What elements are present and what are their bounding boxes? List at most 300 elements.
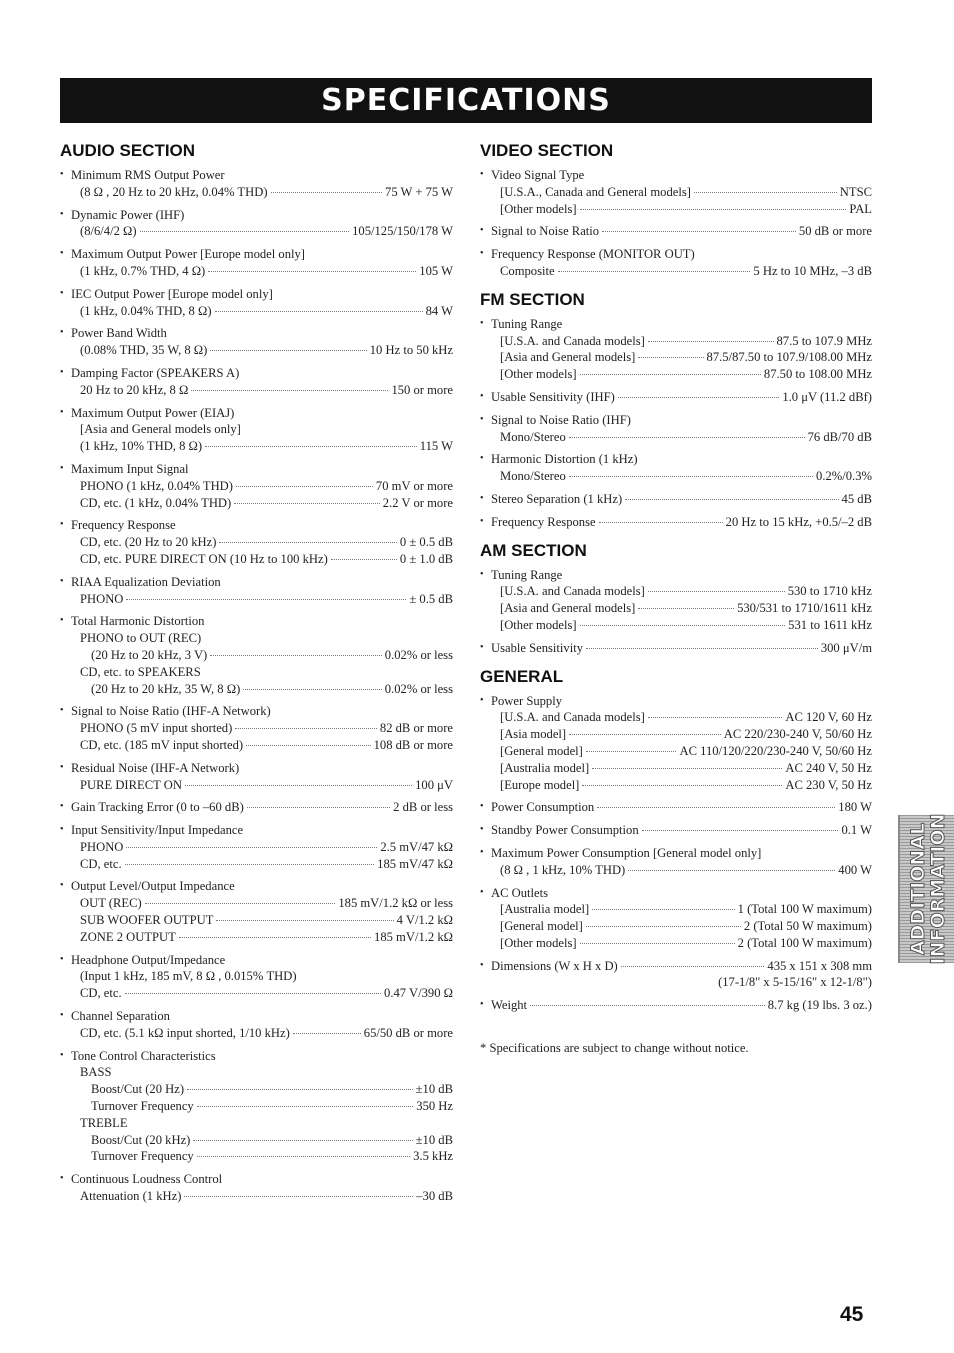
spec-label: PHONO (1 kHz, 0.04% THD) [80, 478, 233, 493]
spec-row [60, 303, 453, 320]
spec-item [480, 246, 872, 280]
dot-leader [580, 209, 847, 210]
dot-leader [210, 655, 382, 656]
spec-value: 2 (Total 50 W maximum) [743, 919, 872, 934]
spec-value: 300 μV/m [820, 640, 872, 655]
spec-row [60, 664, 453, 681]
dot-leader [185, 785, 412, 786]
spec-value: 531 to 1611 kHz [788, 617, 872, 632]
spec-label: [General model] [500, 919, 583, 934]
dot-leader [580, 943, 735, 944]
section-side-tab [898, 815, 954, 963]
dot-leader [638, 608, 734, 609]
spec-row [480, 184, 872, 201]
dot-leader [216, 920, 393, 921]
spec-value: 0.2%/0.3% [816, 469, 872, 484]
spec-value: AC 240 V, 50 Hz [785, 760, 872, 775]
spec-item-head [480, 389, 872, 406]
spec-item [60, 405, 453, 455]
dot-leader [569, 437, 805, 438]
dot-leader [625, 499, 838, 500]
spec-value: 2 (Total 100 W maximum) [737, 935, 872, 950]
dot-leader [582, 785, 782, 786]
dot-leader [140, 231, 350, 232]
dot-leader [179, 937, 371, 938]
spec-row [60, 1081, 453, 1098]
spec-item [60, 286, 453, 320]
dot-leader [184, 1196, 413, 1197]
spec-item-head: • Harmonic Distortion (1 kHz) [480, 451, 872, 468]
spec-item-head: • Maximum Power Consumption [General model only] [480, 845, 872, 862]
spec-row [480, 726, 872, 743]
spec-row [60, 647, 453, 664]
spec-row [480, 349, 872, 366]
spec-value: 435 x 151 x 308 mm [767, 958, 872, 973]
spec-value: 0 ± 1.0 dB [399, 551, 453, 566]
spec-value: –30 dB [416, 1189, 453, 1204]
spec-label: CD, etc. [80, 986, 122, 1001]
spec-row [60, 720, 453, 737]
spec-label: [Asia and General models] [500, 350, 636, 365]
spec-label: [U.S.A., Canada and General models] [500, 184, 691, 199]
spec-item [60, 246, 453, 280]
spec-section [480, 290, 872, 531]
dot-leader [597, 807, 835, 808]
spec-item-head [60, 799, 453, 816]
spec-row [60, 929, 453, 946]
spec-label: Mono/Stereo [500, 469, 566, 484]
spec-value: 1 (Total 100 W maximum) [737, 902, 872, 917]
spec-item [480, 491, 872, 508]
spec-label: CD, etc. (5.1 kΩ input shorted, 1/10 kHz) [80, 1025, 290, 1040]
spec-row [480, 709, 872, 726]
spec-row [60, 534, 453, 551]
spec-row [60, 1064, 453, 1081]
spec-value: 185 mV/47 kΩ [377, 856, 453, 871]
spec-value: ± 0.5 dB [409, 591, 453, 606]
spec-value: 2.2 V or more [382, 495, 453, 510]
spec-label: PHONO (5 mV input shorted) [80, 721, 233, 736]
section-title: AM SECTION [480, 540, 587, 560]
spec-label: CD, etc. (185 mV input shorted) [80, 737, 244, 752]
page-number: 45 [840, 1303, 864, 1326]
spec-item-head: • Minimum RMS Output Power [60, 167, 453, 184]
spec-row [480, 201, 872, 218]
spec-row [60, 681, 453, 698]
section-title: AUDIO SECTION [60, 141, 196, 160]
spec-label: CD, etc. [80, 856, 122, 871]
spec-item-head: • Signal to Noise Ratio (IHF) [480, 412, 872, 429]
spec-label: [Asia and General models] [500, 601, 636, 616]
spec-label: (8/6/4/2 Ω) [80, 224, 137, 239]
spec-item [60, 760, 453, 794]
dot-leader [558, 271, 751, 272]
spec-item [480, 567, 872, 634]
page-title: SPECIFICATIONS [321, 83, 611, 118]
dot-leader [592, 909, 734, 910]
spec-item [60, 703, 453, 753]
dot-leader [648, 591, 785, 592]
spec-value: 10 Hz to 50 kHz [369, 343, 453, 358]
spec-label: [Asia and General models only] [80, 422, 241, 437]
spec-label: [U.S.A. and Canada models] [500, 584, 645, 599]
spec-item [480, 389, 872, 406]
spec-item-head: • Tone Control Characteristics [60, 1048, 453, 1065]
spec-value: 105/125/150/178 W [352, 224, 453, 239]
spec-label: ZONE 2 OUTPUT [80, 929, 176, 944]
section-title: FM SECTION [480, 289, 585, 309]
spec-item [60, 878, 453, 945]
spec-value: AC 110/120/220/230-240 V, 50/60 Hz [679, 743, 872, 758]
spec-label: • Signal to Noise Ratio [491, 224, 600, 239]
dot-leader [592, 768, 782, 769]
dot-leader [197, 1106, 414, 1107]
spec-value: AC 230 V, 50 Hz [785, 777, 872, 792]
spec-item [480, 640, 872, 657]
spec-label: [Australia model] [500, 902, 590, 917]
spec-row [480, 743, 872, 760]
spec-row [480, 760, 872, 777]
spec-label: Turnover Frequency [91, 1099, 194, 1114]
dot-leader [205, 446, 417, 447]
dot-leader [125, 864, 375, 865]
dot-leader [219, 542, 397, 543]
dot-leader [125, 993, 381, 994]
spec-value: AC 120 V, 60 Hz [785, 710, 872, 725]
spec-row [60, 985, 453, 1002]
spec-value: 82 dB or more [379, 721, 453, 736]
spec-value: 76 dB/70 dB [807, 429, 872, 444]
spec-row [60, 263, 453, 280]
dot-leader [210, 350, 366, 351]
spec-value: 185 mV/1.2 kΩ or less [338, 896, 453, 911]
footnote: * Specifications are subject to change without notice. [480, 1041, 749, 1056]
spec-row [480, 918, 872, 935]
spec-value: 180 W [838, 800, 872, 815]
spec-item-head: • Total Harmonic Distortion [60, 613, 453, 630]
dot-leader [642, 830, 839, 831]
spec-row [60, 1188, 453, 1205]
spec-item [60, 167, 453, 201]
spec-item [60, 1008, 453, 1042]
section-title: GENERAL [480, 666, 564, 686]
dot-leader [235, 728, 377, 729]
dot-leader [145, 903, 336, 904]
page-title-banner [60, 78, 872, 123]
spec-label: CD, etc. (20 Hz to 20 kHz) [80, 535, 217, 550]
dot-leader [126, 599, 406, 600]
spec-row [60, 1098, 453, 1115]
spec-value: 530/531 to 1710/1611 kHz [737, 601, 872, 616]
spec-label: CD, etc. (1 kHz, 0.04% THD) [80, 495, 232, 510]
spec-item [60, 1171, 453, 1205]
spec-value: AC 220/230-240 V, 50/60 Hz [723, 727, 872, 742]
dot-leader [638, 357, 703, 358]
spec-value: 50 dB or more [798, 224, 872, 239]
spec-label: Turnover Frequency [91, 1149, 194, 1164]
spec-row [480, 429, 872, 446]
spec-item [480, 885, 872, 952]
spec-item-head [480, 799, 872, 816]
spec-value: 2.5 mV/47 kΩ [380, 839, 453, 854]
spec-label: PHONO [80, 591, 124, 606]
dot-leader [586, 926, 741, 927]
spec-label: [Other models] [500, 367, 577, 382]
spec-value: 400 W [838, 862, 872, 877]
spec-row [60, 856, 453, 873]
spec-row [480, 366, 872, 383]
spec-item-head: • IEC Output Power [Europe model only] [60, 286, 453, 303]
spec-label: (8 Ω , 1 kHz, 10% THD) [500, 862, 626, 877]
spec-item [480, 822, 872, 839]
spec-item [480, 167, 872, 217]
dot-leader [569, 476, 813, 477]
dot-leader [247, 807, 390, 808]
spec-label: [General model] [500, 743, 583, 758]
spec-row [480, 901, 872, 918]
dot-leader [234, 503, 380, 504]
spec-row [60, 551, 453, 568]
spec-label: BASS [80, 1065, 112, 1080]
dot-leader [197, 1156, 410, 1157]
spec-row [480, 333, 872, 350]
spec-item [60, 613, 453, 697]
spec-label: CD, etc. PURE DIRECT ON (10 Hz to 100 kHz) [80, 551, 328, 566]
spec-value: 350 Hz [416, 1099, 453, 1114]
spec-row [480, 263, 872, 280]
spec-item-head: • Tuning Range [480, 567, 872, 584]
spec-value: 70 mV or more [375, 478, 453, 493]
dot-leader [621, 966, 765, 967]
spec-section [480, 541, 872, 657]
dot-leader [271, 192, 383, 193]
spec-label: (Input 1 kHz, 185 mV, 8 Ω , 0.015% THD) [80, 969, 297, 984]
spec-row [60, 342, 453, 359]
spec-item [60, 325, 453, 359]
spec-label: • Power Consumption [491, 800, 595, 815]
spec-item-head [480, 514, 872, 531]
spec-value: 100 μV [415, 777, 453, 792]
spec-row [480, 777, 872, 794]
spec-item [480, 693, 872, 794]
spec-item-head: • Dynamic Power (IHF) [60, 207, 453, 224]
spec-value: 2 dB or less [393, 800, 453, 815]
spec-item-head [480, 640, 872, 657]
spec-value: 5 Hz to 10 MHz, –3 dB [753, 263, 872, 278]
spec-label: [Asia model] [500, 727, 567, 742]
spec-label: (8 Ω , 20 Hz to 20 kHz, 0.04% THD) [80, 184, 268, 199]
spec-item [480, 223, 872, 240]
spec-item-head: • Damping Factor (SPEAKERS A) [60, 365, 453, 382]
spec-item [60, 365, 453, 399]
dot-leader [580, 625, 786, 626]
spec-item-head [480, 223, 872, 240]
spec-value: 75 W + 75 W [385, 184, 453, 199]
spec-label: [Other models] [500, 617, 577, 632]
spec-value: 150 or more [391, 382, 453, 397]
spec-item-head: • Input Sensitivity/Input Impedance [60, 822, 453, 839]
spec-row [60, 382, 453, 399]
spec-value: 530 to 1710 kHz [787, 584, 872, 599]
spec-label: TREBLE [80, 1115, 128, 1130]
spec-label: (1 kHz, 0.04% THD, 8 Ω) [80, 303, 212, 318]
spec-label: (1 kHz, 0.7% THD, 4 Ω) [80, 263, 206, 278]
spec-value: 65/50 dB or more [363, 1025, 453, 1040]
spec-label: Mono/Stereo [500, 429, 566, 444]
spec-item [480, 845, 872, 879]
spec-value: 45 dB [841, 491, 872, 506]
dot-leader [191, 390, 388, 391]
spec-value: 0 ± 0.5 dB [399, 535, 453, 550]
spec-row [60, 912, 453, 929]
dot-leader [618, 397, 779, 398]
dot-leader [648, 341, 774, 342]
spec-item-head: • Output Level/Output Impedance [60, 878, 453, 895]
dot-leader [126, 847, 377, 848]
spec-item [60, 822, 453, 872]
spec-item-head: • Residual Noise (IHF-A Network) [60, 760, 453, 777]
spec-label: [Other models] [500, 935, 577, 950]
spec-value: 3.5 kHz [413, 1149, 453, 1164]
spec-item-head [480, 997, 872, 1014]
spec-label: • Frequency Response [491, 514, 596, 529]
spec-value: 84 W [425, 303, 453, 318]
spec-item [60, 461, 453, 511]
spec-label: Boost/Cut (20 Hz) [91, 1082, 185, 1097]
spec-item [60, 207, 453, 241]
spec-value: 1.0 μV (11.2 dBf) [782, 389, 872, 404]
spec-item-head: • AC Outlets [480, 885, 872, 902]
dot-leader [602, 231, 796, 232]
spec-item-head: • Tuning Range [480, 316, 872, 333]
spec-row [480, 600, 872, 617]
spec-label: 20 Hz to 20 kHz, 8 Ω [80, 382, 189, 397]
spec-row [60, 839, 453, 856]
spec-item [480, 997, 872, 1014]
spec-item-head [480, 491, 872, 508]
dot-leader [208, 271, 416, 272]
spec-value: 0.02% or less [384, 647, 453, 662]
spec-row [60, 223, 453, 240]
spec-row [60, 1148, 453, 1165]
spec-label: PURE DIRECT ON [80, 777, 182, 792]
spec-label: Boost/Cut (20 kHz) [91, 1132, 191, 1147]
spec-value: 0.1 W [841, 823, 872, 838]
spec-item [480, 451, 872, 485]
spec-row [60, 438, 453, 455]
spec-row [480, 468, 872, 485]
left-column [60, 141, 453, 1215]
dot-leader [293, 1033, 361, 1034]
spec-value: 115 W [419, 439, 453, 454]
spec-label: (20 Hz to 20 kHz, 3 V) [91, 647, 208, 662]
spec-item [60, 517, 453, 567]
dot-leader [215, 311, 423, 312]
dot-leader [694, 192, 837, 193]
spec-item-head [480, 958, 872, 975]
spec-item-head: • RIAA Equalization Deviation [60, 574, 453, 591]
spec-value: 20 Hz to 15 kHz, +0.5/–2 dB [725, 514, 872, 529]
spec-item [480, 316, 872, 383]
spec-row [60, 777, 453, 794]
spec-row [60, 421, 453, 438]
spec-item [60, 574, 453, 608]
spec-item-head: • Headphone Output/Impedance [60, 952, 453, 969]
spec-row [60, 495, 453, 512]
dot-leader [586, 648, 818, 649]
spec-label: [Australia model] [500, 760, 590, 775]
spec-label: • Usable Sensitivity (IHF) [491, 389, 615, 404]
spec-item-head: • Frequency Response (MONITOR OUT) [480, 246, 872, 263]
spec-item [60, 1048, 453, 1166]
spec-value: 87.5/87.50 to 107.9/108.00 MHz [706, 350, 872, 365]
dot-leader [187, 1089, 413, 1090]
spec-item-head: • Maximum Output Power (EIAJ) [60, 405, 453, 422]
spec-item-head: • Power Band Width [60, 325, 453, 342]
spec-label: PHONO [80, 839, 124, 854]
spec-row [60, 1115, 453, 1132]
spec-label: [U.S.A. and Canada models] [500, 333, 645, 348]
dot-leader [569, 734, 721, 735]
spec-row [60, 630, 453, 647]
spec-value: ±10 dB [415, 1132, 453, 1147]
spec-label: • Usable Sensitivity [491, 640, 583, 655]
spec-value: PAL [849, 201, 872, 216]
spec-item [480, 514, 872, 531]
spec-value: 87.5 to 107.9 MHz [776, 333, 872, 348]
spec-row [60, 478, 453, 495]
spec-item-head: • Maximum Input Signal [60, 461, 453, 478]
dot-leader [580, 374, 761, 375]
spec-row [480, 617, 872, 634]
spec-section [60, 141, 453, 1205]
spec-value: 185 mV/1.2 kΩ [374, 929, 453, 944]
spec-item-head: • Video Signal Type [480, 167, 872, 184]
spec-value: 8.7 kg (19 lbs. 3 oz.) [767, 998, 872, 1013]
section-title: VIDEO SECTION [480, 141, 614, 160]
spec-value: 108 dB or more [373, 737, 453, 752]
spec-value: 4 V/1.2 kΩ [396, 913, 453, 928]
spec-item [480, 412, 872, 446]
spec-label: CD, etc. to SPEAKERS [80, 664, 201, 679]
spec-label: (0.08% THD, 35 W, 8 Ω) [80, 343, 208, 358]
spec-label: Attenuation (1 kHz) [80, 1189, 182, 1204]
spec-item [480, 958, 872, 992]
spec-item [60, 799, 453, 816]
dot-leader [628, 870, 835, 871]
spec-item-head [480, 822, 872, 839]
dot-leader [193, 1140, 412, 1141]
spec-label: • Weight [491, 998, 528, 1013]
spec-label: (20 Hz to 20 kHz, 35 W, 8 Ω) [91, 681, 241, 696]
spec-row [480, 935, 872, 952]
spec-row [60, 591, 453, 608]
spec-value: 0.47 V/390 Ω [384, 986, 453, 1001]
spec-row [480, 583, 872, 600]
spec-row [60, 1025, 453, 1042]
right-column [480, 141, 872, 1056]
dot-leader [236, 486, 373, 487]
dot-leader [586, 751, 677, 752]
dot-leader [599, 522, 723, 523]
spec-row [60, 184, 453, 201]
spec-item-head: • Continuous Loudness Control [60, 1171, 453, 1188]
spec-continuation: (17-1/8" x 5-15/16" x 12-1/8") [718, 975, 872, 990]
spec-value: 0.02% or less [384, 681, 453, 696]
spec-item-head: • Channel Separation [60, 1008, 453, 1025]
spec-item [480, 799, 872, 816]
spec-row [60, 1132, 453, 1149]
